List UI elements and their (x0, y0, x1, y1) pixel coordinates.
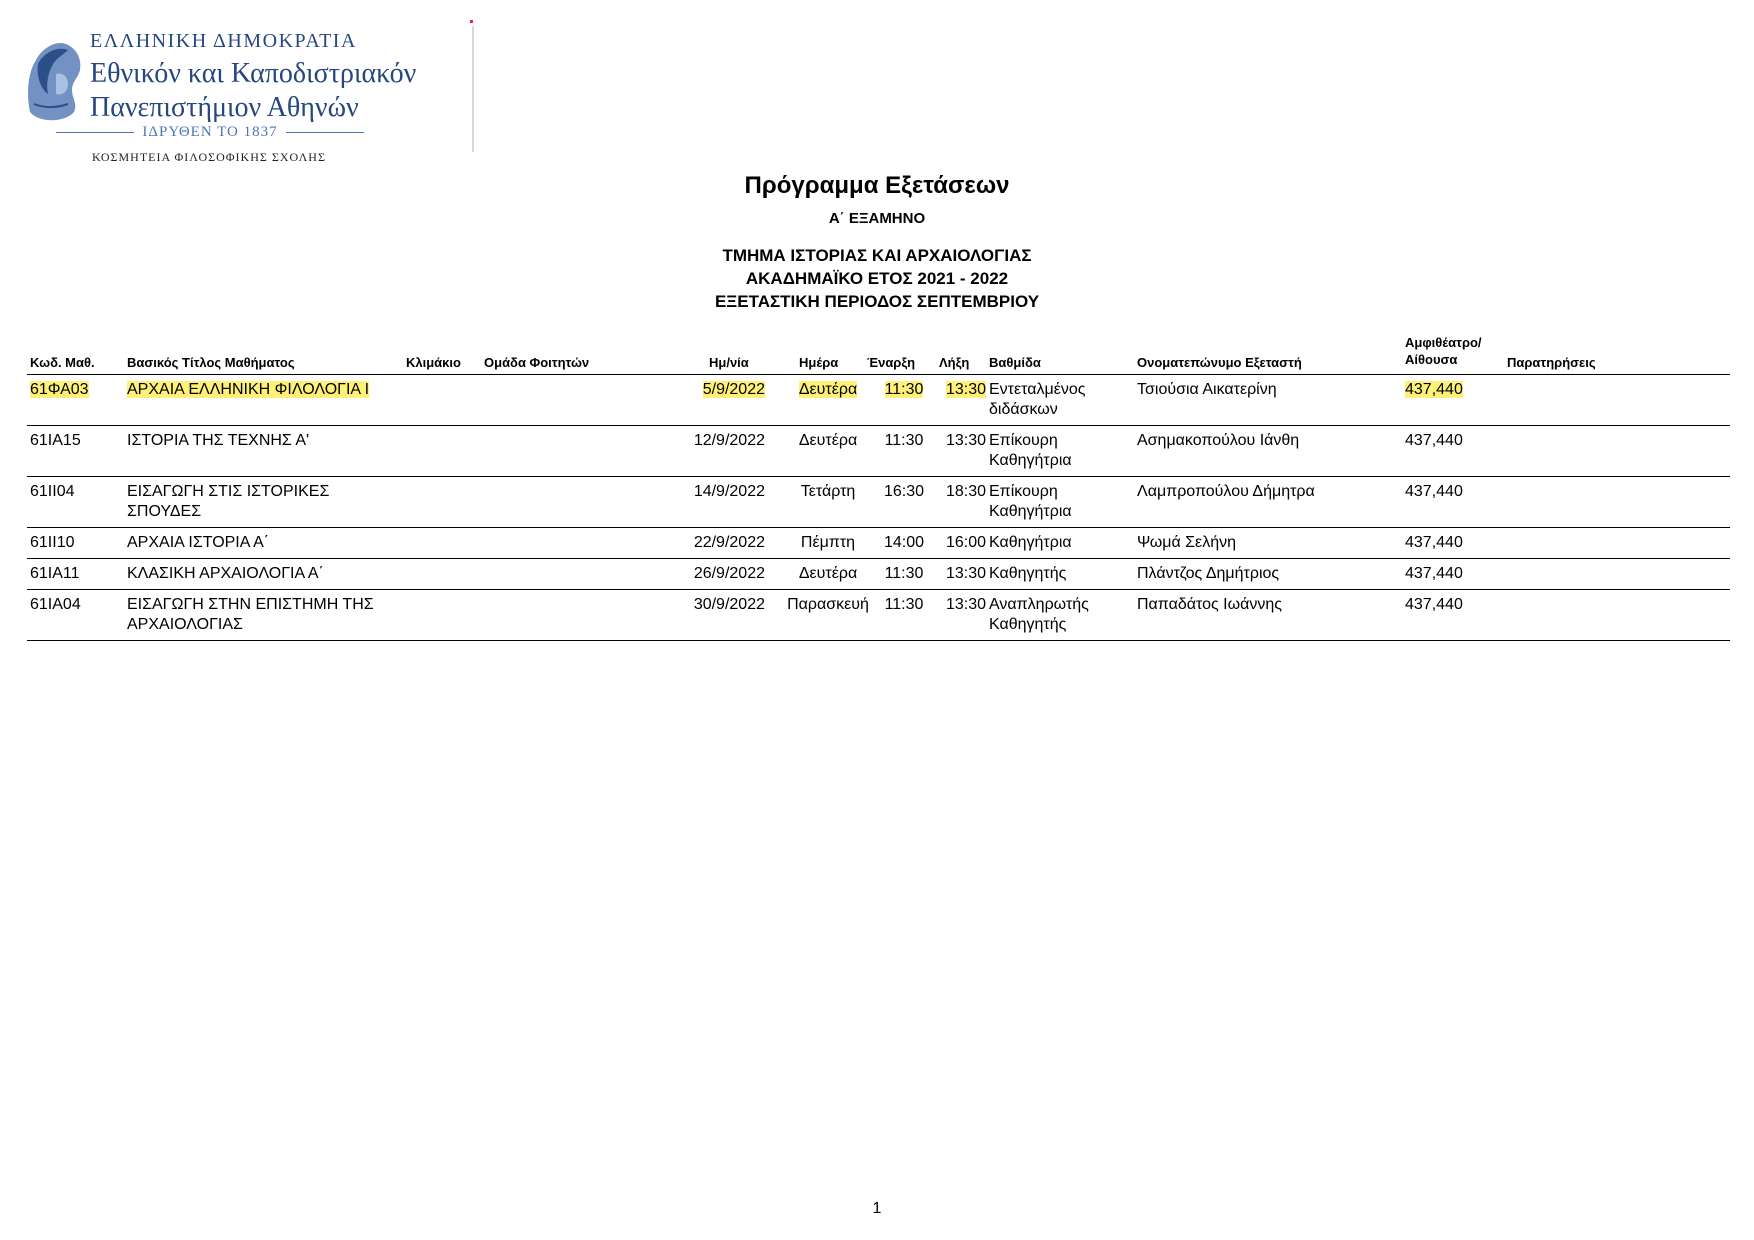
cell-examiner: Παπαδάτος Ιωάννης (1137, 596, 1282, 613)
cell-date: 26/9/2022 (693, 565, 765, 582)
cell-code: 61ΙΙ10 (30, 534, 75, 551)
deanery-label: ΚΟΣΜΗΤΕΙΑ ΦΙΛΟΣΟΦΙΚΗΣ ΣΧΟΛΗΣ (92, 150, 326, 164)
cell-rank (989, 482, 1139, 522)
cell-examiner: Ψωμά Σελήνη (1137, 534, 1236, 551)
cell-start: 14:00 (883, 534, 925, 551)
cell-day: Δευτέρα (798, 432, 858, 449)
academic-year-label: ΑΚΑΔΗΜΑΪΚΟ ΕΤΟΣ 2021 - 2022 (745, 269, 1009, 288)
col-notes: Παρατηρήσεις (1507, 355, 1596, 370)
cell-start (879, 380, 929, 400)
table-row (27, 426, 1730, 477)
cell-day-text: Δευτέρα (798, 381, 858, 398)
founded-label (22, 124, 398, 141)
cell-title (127, 482, 407, 522)
cell-room: 437,440 (1405, 596, 1463, 613)
cell-end: 16:00 (945, 534, 987, 551)
col-examiner: Ονοματεπώνυμο Εξεταστή (1137, 355, 1302, 370)
cell-end: 13:30 (945, 565, 987, 582)
cell-rank-l2: Καθηγήτρια (989, 452, 1072, 469)
cell-title-text: ΑΡΧΑΙΑ ΕΛΛΗΝΙΚΗ ΦΙΛΟΛΟΓΙΑ Ι (127, 381, 370, 398)
logo-mark (470, 20, 473, 23)
cell-examiner: Τσιούσια Αικατερίνη (1137, 381, 1277, 398)
cell-day: Τετάρτη (800, 483, 856, 500)
cell-title-l2: ΑΡΧΑΙΟΛΟΓΙΑΣ (127, 616, 243, 633)
cell-date: 14/9/2022 (693, 483, 765, 500)
cell-date: 12/9/2022 (693, 432, 765, 449)
semester-label: Α΄ ΕΞΑΜΗΝΟ (828, 210, 926, 227)
cell-code: 61ΙΑ04 (30, 596, 81, 613)
cell-examiner: Λαμπροπούλου Δήμητρα (1137, 483, 1315, 500)
cell-end (941, 380, 991, 400)
cell-room-text: 437,440 (1405, 381, 1463, 398)
cell-day (767, 380, 889, 400)
cell-rank (989, 595, 1139, 635)
col-klimakio: Κλιμάκιο (406, 355, 461, 370)
table-row (27, 528, 1730, 559)
cell-title: ΑΡΧΑΙΑ ΙΣΤΟΡΙΑ Α΄ (127, 534, 270, 551)
university-name-line1: Εθνικόν και Καποδιστριακόν (90, 58, 417, 89)
cell-day: Παρασκευή (787, 596, 869, 613)
cell-room: 437,440 (1405, 565, 1463, 582)
cell-examiner: Πλάντζος Δημήτριος (1137, 565, 1280, 582)
cell-title (127, 595, 407, 635)
cell-rank-l2: Καθηγητής (989, 616, 1067, 633)
cell-rank-l1: Αναπληρωτής (989, 596, 1089, 613)
table-row (27, 590, 1730, 641)
cell-day: Δευτέρα (798, 565, 858, 582)
cell-title (127, 380, 407, 400)
cell-end-text: 13:30 (945, 381, 987, 398)
col-room-line1: Αμφιθέατρο/ (1405, 335, 1482, 350)
university-logo (22, 20, 482, 170)
republic-label: ΕΛΛΗΝΙΚΗ ΔΗΜΟΚΡΑΤΙΑ (90, 30, 357, 52)
cell-start: 16:30 (883, 483, 925, 500)
cell-date: 30/9/2022 (693, 596, 765, 613)
cell-code: 61ΙΙ04 (30, 483, 75, 500)
cell-rank-l2: διδάσκων (989, 401, 1058, 418)
cell-room (1405, 380, 1463, 400)
cell-room: 437,440 (1405, 483, 1463, 500)
cell-date (667, 380, 765, 400)
table-header (27, 326, 1730, 375)
cell-date: 22/9/2022 (693, 534, 765, 551)
cell-rank-l2: Καθηγήτρια (989, 503, 1072, 520)
founded-text: ΙΔΡΥΘΕΝ ΤΟ 1837 (142, 124, 278, 140)
department-label: ΤΜΗΜΑ ΙΣΤΟΡΙΑΣ ΚΑΙ ΑΡΧΑΙΟΛΟΓΙΑΣ (722, 246, 1032, 265)
cell-title-l2: ΣΠΟΥΔΕΣ (127, 503, 202, 520)
cell-title-l1: ΕΙΣΑΓΩΓΗ ΣΤΗΝ ΕΠΙΣΤΗΜΗ ΤΗΣ (127, 596, 374, 613)
page-number: 1 (872, 1200, 882, 1217)
cell-code: 61ΙΑ11 (30, 565, 80, 582)
col-day: Ημέρα (799, 355, 839, 370)
cell-rank (989, 431, 1139, 471)
col-date: Ημ/νία (709, 355, 749, 370)
university-name-line2: Πανεπιστήμιον Αθηνών (90, 92, 359, 123)
cell-title-l1: ΕΙΣΑΓΩΓΗ ΣΤΙΣ ΙΣΤΟΡΙΚΕΣ (127, 483, 330, 500)
cell-room: 437,440 (1405, 534, 1463, 551)
cell-end: 13:30 (945, 432, 987, 449)
col-rank: Βαθμίδα (989, 355, 1041, 370)
cell-rank-l1: Εντεταλμένος (989, 381, 1086, 398)
table-row (27, 375, 1730, 426)
col-code: Κωδ. Μαθ. (30, 355, 95, 370)
cell-room: 437,440 (1405, 432, 1463, 449)
cell-end: 13:30 (945, 596, 987, 613)
table-row (27, 477, 1730, 528)
cell-date-text: 5/9/2022 (702, 381, 765, 398)
cell-start: 11:30 (884, 432, 924, 449)
cell-rank: Καθηγήτρια (989, 534, 1072, 551)
cell-start: 11:30 (884, 565, 924, 582)
cell-rank: Καθηγητής (989, 565, 1067, 582)
athena-seal-icon (22, 34, 86, 126)
cell-code: 61ΙΑ15 (30, 432, 81, 449)
col-room (1405, 334, 1505, 368)
cell-examiner: Ασημακοπούλου Ιάνθη (1137, 432, 1300, 449)
cell-rank-l1: Επίκουρη (989, 483, 1058, 500)
cell-rank-l1: Επίκουρη (989, 432, 1058, 449)
exam-schedule-table (27, 326, 1730, 641)
table-row (27, 559, 1730, 590)
cell-code-text: 61ΦΑ03 (30, 381, 89, 398)
cell-title: ΙΣΤΟΡΙΑ ΤΗΣ ΤΕΧΝΗΣ Α' (127, 432, 310, 449)
logo-border (472, 26, 484, 152)
cell-title: ΚΛΑΣΙΚΗ ΑΡΧΑΙΟΛΟΓΙΑ Α΄ (127, 565, 324, 582)
cell-start: 11:30 (884, 596, 924, 613)
cell-rank (989, 380, 1139, 420)
cell-day: Πέμπτη (800, 534, 856, 551)
cell-start-text: 11:30 (884, 381, 924, 398)
exam-period-label: ΕΞΕΤΑΣΤΙΚΗ ΠΕΡΙΟΔΟΣ ΣΕΠΤΕΜΒΡΙΟΥ (714, 292, 1040, 311)
col-title: Βασικός Τίτλος Μαθήματος (127, 355, 295, 370)
col-end: Λήξη (939, 355, 970, 370)
col-room-line2: Αίθουσα (1405, 352, 1458, 367)
col-start: Έναρξη (867, 355, 916, 370)
cell-code (30, 380, 89, 400)
cell-end: 18:30 (945, 483, 987, 500)
page-title: Πρόγραμμα Εξετάσεων (744, 172, 1010, 199)
col-group: Ομάδα Φοιτητών (484, 355, 590, 370)
